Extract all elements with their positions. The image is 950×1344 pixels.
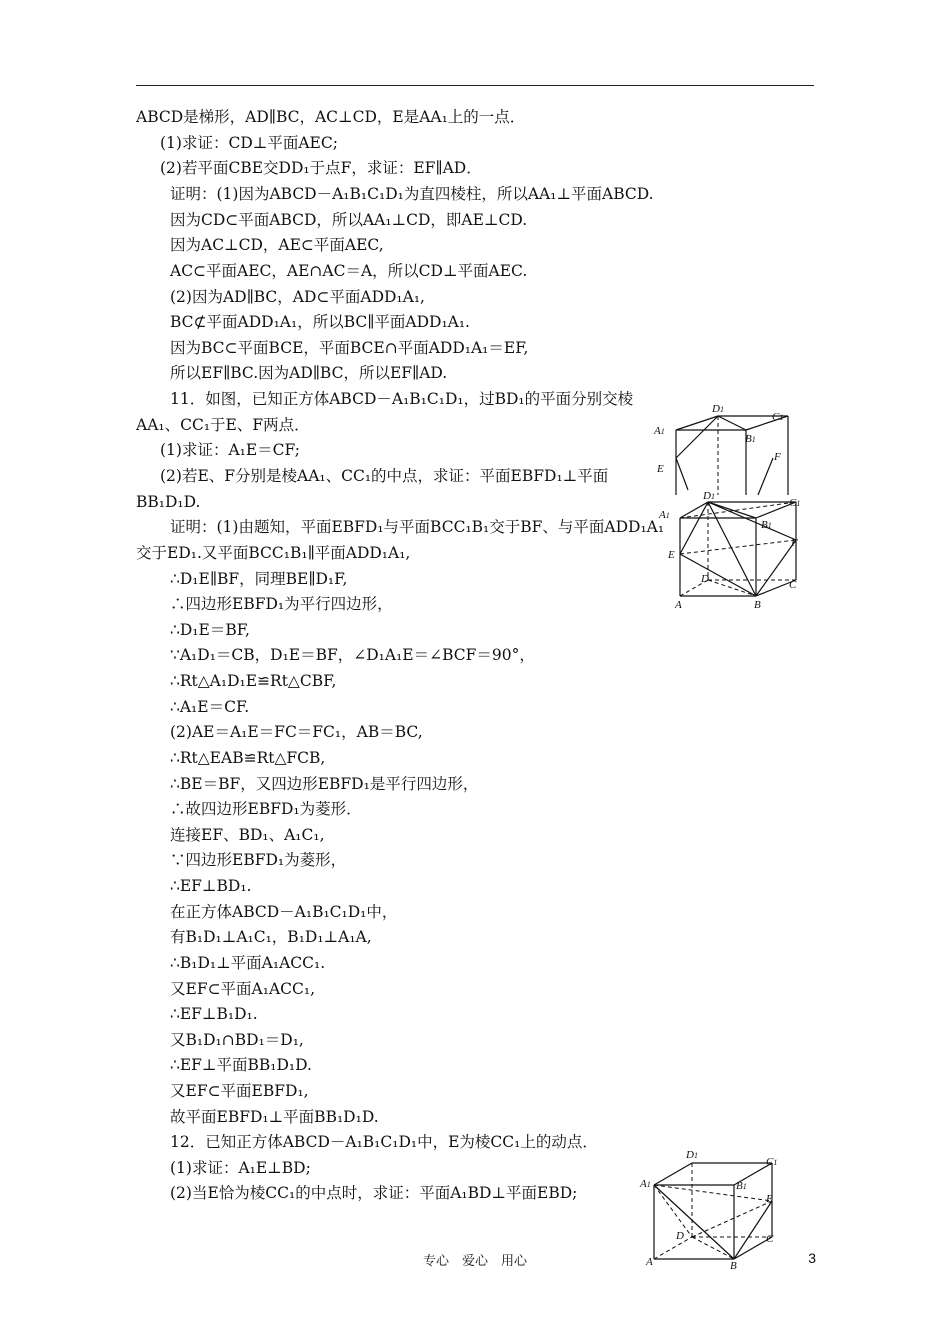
text-line: (2)若E、F分别是棱AA₁、CC₁的中点，求证：平面EBFD₁⊥平面: [160, 467, 609, 485]
label-c: C: [789, 579, 797, 591]
label-b: B: [730, 1260, 737, 1272]
text-line: ∴Rt△A₁D₁E≌Rt△CBF,: [170, 672, 337, 690]
text-line: ∴EF⊥B₁D₁.: [170, 1005, 258, 1023]
text-line: ∵A₁D₁＝CB，D₁E＝BF，∠D₁A₁E＝∠BCF＝90°，: [170, 646, 535, 664]
text-line: (2)因为AD∥BC，AD⊂平面ADD₁A₁,: [170, 288, 425, 306]
text-line: 证明：(1)由题知，平面EBFD₁与平面BCC₁B₁交于BF、与平面ADD₁A₁: [170, 518, 665, 536]
text-line: ∴D₁E＝BF,: [170, 621, 250, 639]
text-line: 连接EF、BD₁、A₁C₁,: [170, 826, 325, 844]
text-line: ∴BE＝BF，又四边形EBFD₁是平行四边形，: [170, 775, 479, 793]
text-line: ∴EF⊥平面BB₁D₁D.: [170, 1056, 312, 1074]
label-a1: A1: [654, 425, 665, 437]
label-c1: C1: [772, 411, 784, 423]
figure-cube-ebfd1: [659, 488, 805, 613]
text-line: ∴A₁E＝CF.: [170, 698, 250, 716]
text-line: AA₁、CC₁于E、F两点．: [136, 416, 310, 434]
text-line: ABCD是梯形，AD∥BC，AC⊥CD，E是AA₁上的一点．: [136, 108, 526, 126]
text-line: ∴四边形EBFD₁为平行四边形，: [170, 595, 393, 613]
text-line: 又EF⊂平面EBFD₁,: [170, 1082, 309, 1100]
label-f: F: [791, 537, 798, 549]
label-e: E: [766, 1193, 773, 1205]
label-e: E: [657, 463, 664, 475]
text-line: 因为CD⊂平面ABCD，所以AA₁⊥CD，即AE⊥CD.: [170, 211, 528, 229]
page-footer: 专心 爱心 用心: [422, 1254, 527, 1269]
text-line: ∴故四边形EBFD₁为菱形．: [170, 800, 362, 818]
label-d: D: [676, 1230, 684, 1242]
text-line: AC⊂平面AEC，AE∩AC＝A，所以CD⊥平面AEC.: [170, 262, 528, 280]
label-a: A: [646, 1256, 653, 1268]
page-number: 3: [808, 1250, 816, 1266]
text-line: 有B₁D₁⊥A₁C₁，B₁D₁⊥A₁A,: [170, 928, 372, 946]
text-line: BB₁D₁D.: [136, 493, 201, 511]
text-line: 证明：(1)因为ABCD－A₁B₁C₁D₁为直四棱柱，所以AA₁⊥平面ABCD.: [170, 185, 654, 203]
text-line: 交于ED₁.又平面BCC₁B₁∥平面ADD₁A₁,: [136, 544, 411, 562]
text-line: ∵四边形EBFD₁为菱形，: [170, 851, 347, 869]
text-line: BC⊄平面ADD₁A₁，所以BC∥平面ADD₁A₁.: [170, 313, 470, 331]
text-line: 11．如图，已知正方体ABCD－A₁B₁C₁D₁，过BD₁的平面分别交棱: [170, 390, 634, 408]
text-line: ∴Rt△EAB≌Rt△FCB,: [170, 749, 326, 767]
label-b1: B1: [745, 433, 756, 445]
text-line: (2)AE＝A₁E＝FC＝FC₁，AB＝BC,: [170, 723, 423, 741]
label-a1: A1: [640, 1178, 651, 1190]
label-a1: A1: [659, 509, 670, 521]
text-line: (1)求证：A₁E＝CF;: [160, 441, 300, 459]
label-e: E: [668, 549, 675, 561]
label-b1: B1: [736, 1180, 747, 1192]
label-d1: D1: [686, 1149, 698, 1161]
text-line: (1)求证：CD⊥平面AEC;: [160, 134, 338, 152]
label-c: C: [766, 1233, 774, 1245]
header-rule: [136, 85, 814, 86]
text-line: (2)当E恰为棱CC₁的中点时，求证：平面A₁BD⊥平面EBD;: [170, 1184, 578, 1202]
text-line: 又EF⊂平面A₁ACC₁,: [170, 980, 316, 998]
text-line: (1)求证：A₁E⊥BD;: [170, 1159, 311, 1177]
text-line: ∴D₁E∥BF，同理BE∥D₁F,: [170, 570, 348, 588]
text-line: 在正方体ABCD－A₁B₁C₁D₁中，: [170, 903, 398, 921]
text-line: 因为BC⊂平面BCE，平面BCE∩平面ADD₁A₁＝EF,: [170, 339, 529, 357]
text-line: 故平面EBFD₁⊥平面BB₁D₁D.: [170, 1108, 379, 1126]
text-line: (2)若平面CBE交DD₁于点F，求证：EF∥AD．: [160, 159, 482, 177]
text-line: ∴EF⊥BD₁.: [170, 877, 252, 895]
label-b: B: [754, 599, 761, 611]
label-d1: D1: [703, 490, 715, 502]
text-line: ∴B₁D₁⊥平面A₁ACC₁.: [170, 954, 326, 972]
label-f: F: [774, 451, 781, 463]
figure-cube-partial: [648, 400, 798, 495]
text-line: 所以EF∥BC.因为AD∥BC，所以EF∥AD.: [170, 364, 448, 382]
label-d1: D1: [712, 403, 724, 415]
label-c1: C1: [789, 497, 801, 509]
label-b1: B1: [761, 519, 772, 531]
text-line: 又B₁D₁∩BD₁＝D₁,: [170, 1031, 304, 1049]
text-line: 12．已知正方体ABCD－A₁B₁C₁D₁中，E为棱CC₁上的动点．: [170, 1133, 598, 1151]
label-d: D: [701, 573, 709, 585]
text-line: 因为AC⊥CD，AE⊂平面AEC,: [170, 236, 384, 254]
label-a: A: [675, 599, 682, 611]
label-c1: C1: [766, 1156, 778, 1168]
